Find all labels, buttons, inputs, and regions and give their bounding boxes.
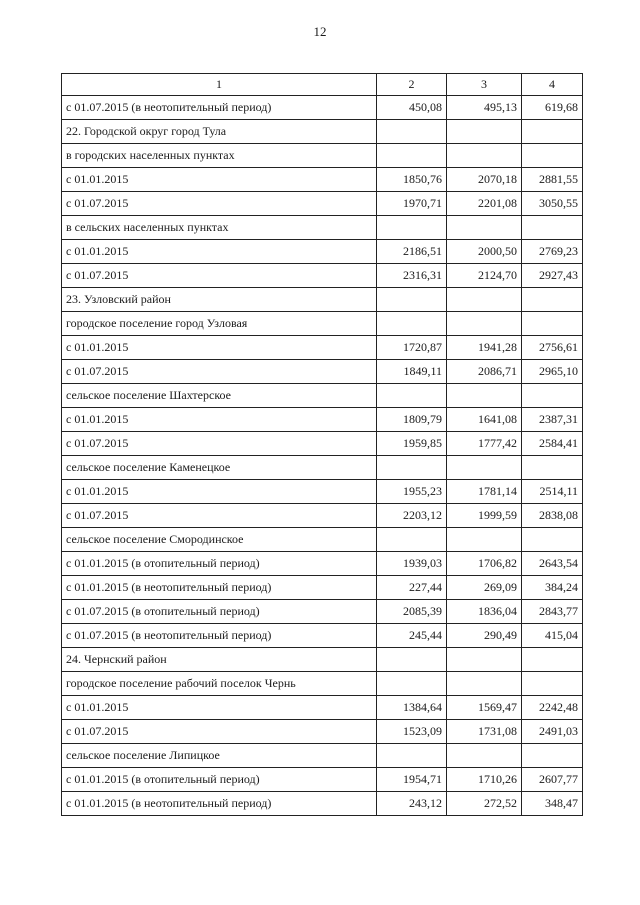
value-cell-col-4 [522,744,583,768]
value-cell-col-4: 384,24 [522,576,583,600]
value-cell-col-3: 2124,70 [447,264,522,288]
row-label: с 01.01.2015 (в отопительный период) [62,768,377,792]
table-row [62,240,583,264]
value-cell-col-4 [522,120,583,144]
value-cell-col-3: 1731,08 [447,720,522,744]
value-cell-col-2: 243,12 [377,792,447,816]
value-cell-col-4: 2387,31 [522,408,583,432]
value-cell-col-3: 269,09 [447,576,522,600]
value-cell-col-3: 2070,18 [447,168,522,192]
value-cell-col-2: 1955,23 [377,480,447,504]
value-cell-col-3 [447,672,522,696]
value-cell-col-2: 227,44 [377,576,447,600]
table-row [62,432,583,456]
table-header-row [62,74,583,96]
value-cell-col-2: 450,08 [377,96,447,120]
table-row [62,168,583,192]
value-cell-col-4: 2769,23 [522,240,583,264]
value-cell-col-3: 2000,50 [447,240,522,264]
row-label: с 01.01.2015 [62,696,377,720]
value-cell-col-2 [377,216,447,240]
table-row [62,744,583,768]
row-label: с 01.07.2015 [62,192,377,216]
value-cell-col-2 [377,120,447,144]
value-cell-col-4: 2643,54 [522,552,583,576]
table-row [62,576,583,600]
table-row [62,120,583,144]
value-cell-col-2: 1849,11 [377,360,447,384]
value-cell-col-4 [522,216,583,240]
row-label: с 01.07.2015 [62,504,377,528]
table-row [62,456,583,480]
value-cell-col-3: 1836,04 [447,600,522,624]
value-cell-col-3: 272,52 [447,792,522,816]
row-label: сельское поселение Каменецкое [62,456,377,480]
tariff-table [61,73,583,816]
value-cell-col-4: 415,04 [522,624,583,648]
table-row [62,288,583,312]
row-label: с 01.07.2015 [62,264,377,288]
value-cell-col-4: 2491,03 [522,720,583,744]
table-row [62,792,583,816]
value-cell-col-3: 495,13 [447,96,522,120]
value-cell-col-3 [447,384,522,408]
row-label: с 01.01.2015 [62,480,377,504]
value-cell-col-2: 1523,09 [377,720,447,744]
table-row [62,552,583,576]
value-cell-col-3: 1781,14 [447,480,522,504]
value-cell-col-3: 1569,47 [447,696,522,720]
value-cell-col-2: 2316,31 [377,264,447,288]
table-row [62,216,583,240]
value-cell-col-4: 2584,41 [522,432,583,456]
row-label: городское поселение рабочий поселок Чернь [62,672,377,696]
value-cell-col-2: 2186,51 [377,240,447,264]
value-cell-col-4: 2965,10 [522,360,583,384]
table-row [62,624,583,648]
row-label: сельское поселение Шахтерское [62,384,377,408]
value-cell-col-4: 3050,55 [522,192,583,216]
column-header-3: 3 [447,74,522,96]
value-cell-col-2 [377,648,447,672]
table-row [62,408,583,432]
value-cell-col-2: 1954,71 [377,768,447,792]
row-label: с 01.01.2015 (в отопительный период) [62,552,377,576]
value-cell-col-4: 2838,08 [522,504,583,528]
value-cell-col-3: 2201,08 [447,192,522,216]
table-body [62,96,583,816]
row-label: с 01.01.2015 [62,408,377,432]
value-cell-col-3 [447,144,522,168]
table-row [62,504,583,528]
row-label: с 01.07.2015 (в неотопительный период) [62,624,377,648]
value-cell-col-3: 1641,08 [447,408,522,432]
row-label: с 01.01.2015 (в неотопительный период) [62,792,377,816]
table-row [62,264,583,288]
value-cell-col-4: 2514,11 [522,480,583,504]
value-cell-col-2 [377,384,447,408]
table-row [62,696,583,720]
row-label: в городских населенных пунктах [62,144,377,168]
row-label: городское поселение город Узловая [62,312,377,336]
row-label: с 01.01.2015 (в неотопительный период) [62,576,377,600]
table-row [62,336,583,360]
value-cell-col-3: 1706,82 [447,552,522,576]
page-number: 12 [313,24,327,39]
table-row [62,96,583,120]
value-cell-col-2: 1809,79 [377,408,447,432]
table-row [62,480,583,504]
value-cell-col-2 [377,312,447,336]
value-cell-col-2: 1384,64 [377,696,447,720]
value-cell-col-4: 2607,77 [522,768,583,792]
value-cell-col-4: 2843,77 [522,600,583,624]
table-row [62,600,583,624]
value-cell-col-2: 2085,39 [377,600,447,624]
row-label: с 01.07.2015 [62,432,377,456]
value-cell-col-3: 1710,26 [447,768,522,792]
row-label: 22. Городской округ город Тула [62,120,377,144]
table-row [62,768,583,792]
value-cell-col-3 [447,288,522,312]
column-header-2: 2 [377,74,447,96]
value-cell-col-4 [522,456,583,480]
table-row [62,192,583,216]
row-label: сельское поселение Смородинское [62,528,377,552]
value-cell-col-4 [522,288,583,312]
row-label: в сельских населенных пунктах [62,216,377,240]
value-cell-col-4 [522,312,583,336]
value-cell-col-2 [377,144,447,168]
value-cell-col-2: 2203,12 [377,504,447,528]
value-cell-col-3 [447,744,522,768]
value-cell-col-4: 2756,61 [522,336,583,360]
row-label: с 01.07.2015 (в отопительный период) [62,600,377,624]
row-label: с 01.01.2015 [62,336,377,360]
value-cell-col-4 [522,528,583,552]
value-cell-col-3 [447,528,522,552]
row-label: с 01.07.2015 [62,720,377,744]
column-header-1: 1 [62,74,377,96]
value-cell-col-2: 245,44 [377,624,447,648]
row-label: 24. Чернский район [62,648,377,672]
value-cell-col-4: 2927,43 [522,264,583,288]
table-row [62,648,583,672]
table-row [62,672,583,696]
value-cell-col-3 [447,456,522,480]
value-cell-col-2: 1959,85 [377,432,447,456]
table-row [62,384,583,408]
value-cell-col-4 [522,648,583,672]
table-row [62,312,583,336]
row-label: 23. Узловский район [62,288,377,312]
value-cell-col-2: 1850,76 [377,168,447,192]
value-cell-col-2: 1720,87 [377,336,447,360]
table-row [62,528,583,552]
row-label: сельское поселение Липицкое [62,744,377,768]
value-cell-col-2 [377,288,447,312]
value-cell-col-3: 2086,71 [447,360,522,384]
row-label: с 01.07.2015 [62,360,377,384]
value-cell-col-4: 619,68 [522,96,583,120]
table-row [62,144,583,168]
value-cell-col-4 [522,384,583,408]
table-row [62,720,583,744]
row-label: с 01.07.2015 (в неотопительный период) [62,96,377,120]
value-cell-col-4: 348,47 [522,792,583,816]
value-cell-col-3 [447,312,522,336]
value-cell-col-3: 290,49 [447,624,522,648]
value-cell-col-3: 1999,59 [447,504,522,528]
value-cell-col-3: 1777,42 [447,432,522,456]
value-cell-col-4: 2881,55 [522,168,583,192]
value-cell-col-3 [447,216,522,240]
value-cell-col-2 [377,528,447,552]
value-cell-col-3 [447,120,522,144]
value-cell-col-2 [377,456,447,480]
value-cell-col-3: 1941,28 [447,336,522,360]
value-cell-col-2 [377,744,447,768]
value-cell-col-3 [447,648,522,672]
value-cell-col-2 [377,672,447,696]
value-cell-col-4 [522,672,583,696]
value-cell-col-4 [522,144,583,168]
column-header-4: 4 [522,74,583,96]
row-label: с 01.01.2015 [62,168,377,192]
value-cell-col-2: 1939,03 [377,552,447,576]
table-row [62,360,583,384]
value-cell-col-4: 2242,48 [522,696,583,720]
value-cell-col-2: 1970,71 [377,192,447,216]
row-label: с 01.01.2015 [62,240,377,264]
